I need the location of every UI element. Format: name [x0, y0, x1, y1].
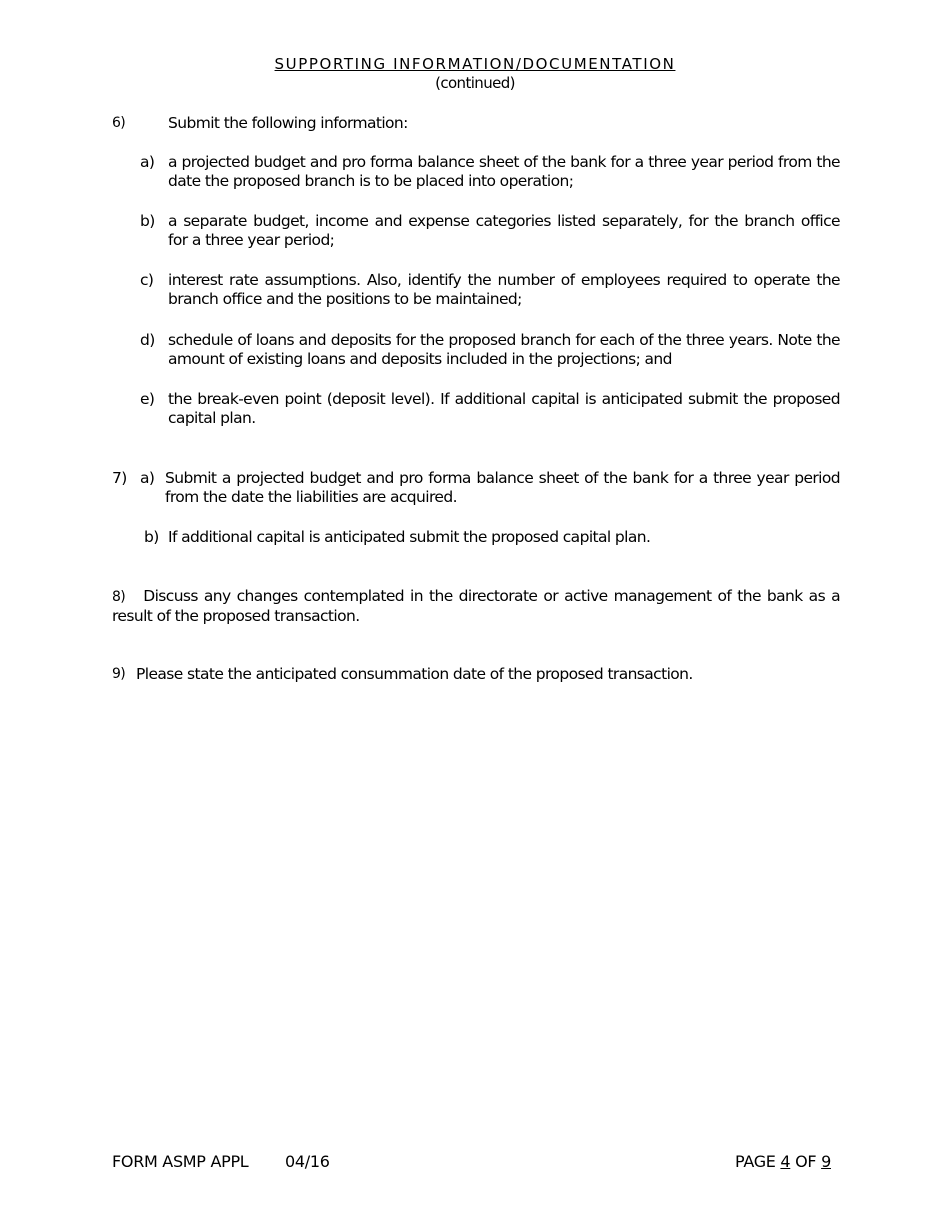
- footer-page-current: 4: [780, 1152, 791, 1171]
- item-7b-text: If additional capital is anticipated submit the proposed capital plan.: [168, 528, 651, 546]
- item-6e-text: the break-even point (deposit level). If additional capital is anticipated submit the proposed capital plan.: [168, 390, 840, 427]
- item-6a-label: a): [140, 153, 155, 171]
- item-6-text: Submit the following information:: [168, 114, 408, 132]
- item-7a-text-content: Submit a projected budget and pro forma balance sheet of the bank for a three year period from the date the liabilities are acquired.: [165, 469, 840, 506]
- page-subtitle: (continued): [435, 74, 515, 92]
- footer-page-prefix: PAGE: [735, 1152, 776, 1171]
- footer-page-total: 9: [821, 1152, 831, 1171]
- item-6: [0, 114, 950, 134]
- item-6c-label: c): [140, 271, 154, 289]
- item-9-number: 9): [112, 666, 126, 682]
- page-title: SUPPORTING INFORMATION/DOCUMENTATION: [274, 55, 676, 73]
- item-7b: [0, 528, 950, 548]
- item-6e: [0, 390, 950, 430]
- footer-page-of: OF: [795, 1152, 817, 1171]
- item-6b: [0, 212, 950, 252]
- footer-form-name: FORM ASMP APPL: [112, 1152, 249, 1171]
- item-6c-text: interest rate assumptions. Also, identify the number of employees required to operate the branch office and the positions to be maintained;: [168, 271, 840, 308]
- item-6b-label: b): [140, 212, 155, 230]
- item-6-number: 6): [112, 115, 126, 131]
- item-8-number: 8): [112, 589, 126, 605]
- item-7a-text: [165, 469, 840, 507]
- item-7-number: 7): [112, 469, 127, 487]
- item-7b-label: b): [144, 528, 159, 546]
- footer-form-id: [112, 1152, 248, 1172]
- item-9: [0, 665, 950, 685]
- item-6d-text: schedule of loans and deposits for the proposed branch for each of the three years. Note the amount of existing loans and deposits included in the projections; and: [168, 331, 840, 368]
- item-8-text: Discuss any changes contemplated in the directorate or active management of the bank as a result of the proposed transaction.: [112, 587, 840, 625]
- item-7a-label: a): [140, 469, 155, 487]
- item-6e-label: e): [140, 390, 155, 408]
- item-6b-text: a separate budget, income and expense categories listed separately, for the branch office for a three year period;: [168, 212, 840, 249]
- item-6d: [0, 331, 950, 371]
- item-6c: [0, 271, 950, 311]
- footer-form-date: 04/16: [285, 1152, 330, 1171]
- item-6a: [0, 153, 950, 193]
- footer-page-number: [735, 1152, 831, 1172]
- item-7a: [0, 469, 950, 509]
- item-6a-text: a projected budget and pro forma balance sheet of the bank for a three year period from the date the proposed branch is to be placed into operation;: [168, 153, 840, 190]
- item-8: [112, 587, 840, 627]
- item-6d-label: d): [140, 331, 155, 349]
- item-9-text: Please state the anticipated consummation date of the proposed transaction.: [136, 665, 693, 683]
